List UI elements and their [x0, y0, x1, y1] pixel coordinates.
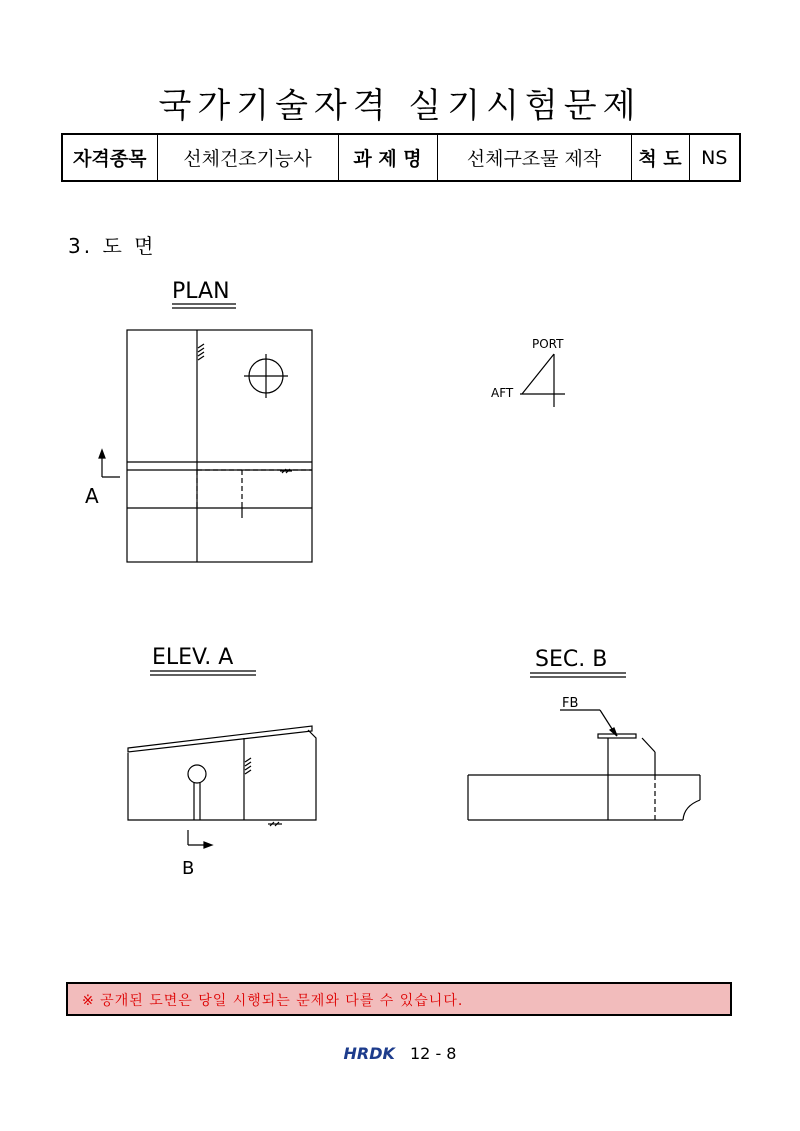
task-label: 과 제 명 — [338, 134, 437, 181]
orientation-aft-label: AFT — [491, 386, 514, 400]
elev-title: ELEV. A — [152, 645, 234, 670]
plan-title: PLAN — [172, 279, 230, 304]
hrdk-logo: HRDK — [343, 1044, 395, 1063]
plan-section-marker: A — [85, 484, 99, 508]
orientation-port-label: PORT — [532, 337, 564, 351]
task-value: 선체구조물 제작 — [437, 134, 631, 181]
section-heading: 3. 도 면 — [68, 234, 157, 258]
qualification-value: 선체건조기능사 — [157, 134, 338, 181]
page-number: 12 - 8 — [410, 1044, 457, 1063]
page-title: 국가기술자격 실기시험문제 — [158, 86, 642, 126]
section-view — [468, 647, 700, 820]
orientation-symbol — [491, 337, 565, 407]
scale-label: 척 도 — [631, 134, 689, 181]
notice-banner: ※ 공개된 도면은 당일 시행되는 문제와 다를 수 있습니다. — [66, 982, 732, 1016]
plan-view — [85, 279, 312, 562]
sec-title: SEC. B — [535, 647, 608, 672]
elevation-view — [128, 645, 316, 879]
elev-section-marker: B — [182, 858, 195, 879]
qualification-label: 자격종목 — [62, 134, 157, 181]
page-footer — [0, 1044, 800, 1063]
sec-fb-label: FB — [562, 696, 579, 711]
scale-value: NS — [689, 134, 740, 181]
